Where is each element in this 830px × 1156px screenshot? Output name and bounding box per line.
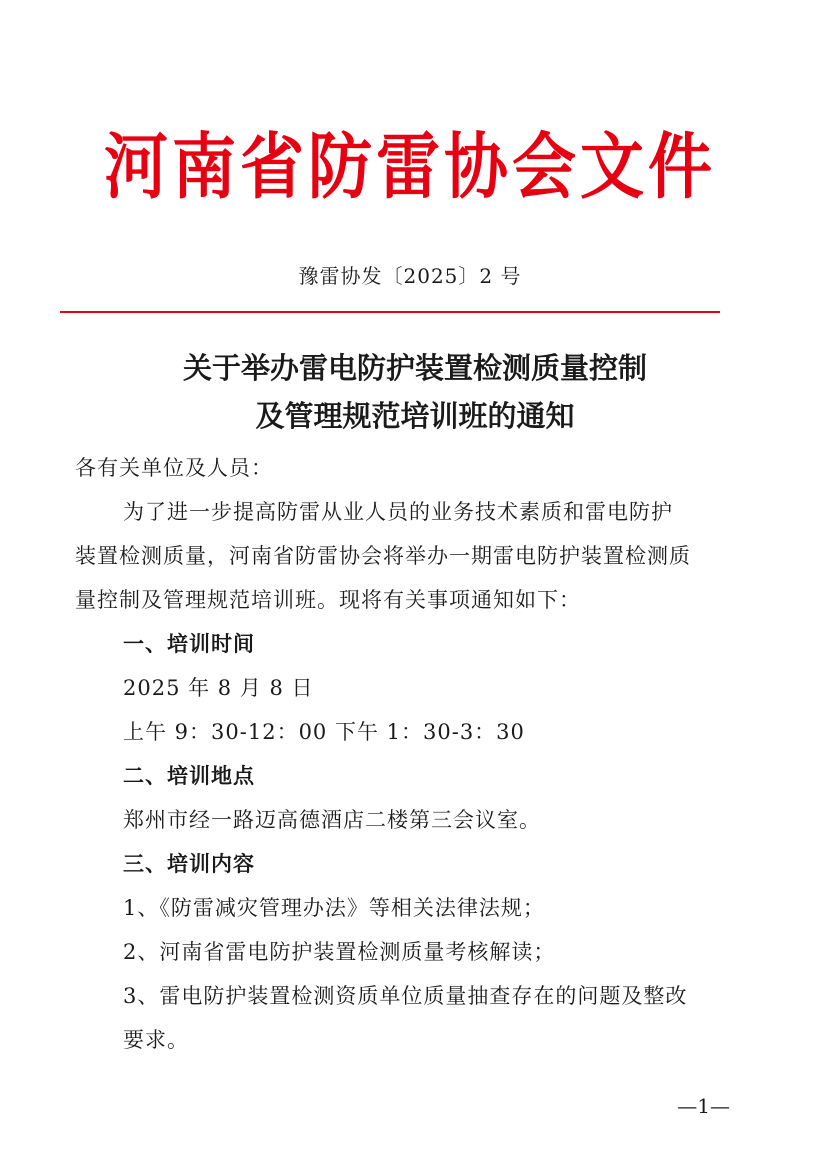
- training-hours: 上午 9：30-12：00 下午 1：30-3：30: [123, 720, 525, 744]
- content-item-2: 2、河南省雷电防护装置检测质量考核解读；: [123, 940, 556, 964]
- organization-header-title: 河南省防雷协会文件: [104, 126, 716, 210]
- page-number: —1—: [677, 1094, 730, 1118]
- red-divider-line: [60, 311, 720, 313]
- notice-title-line-2: 及管理规范培训班的通知: [255, 399, 575, 433]
- intro-paragraph-line-1: 为了进一步提高防雷从业人员的业务技术素质和雷电防护: [123, 500, 673, 524]
- content-item-1: 1、《防雷减灾管理办法》等相关法律法规；: [123, 896, 545, 920]
- salutation: 各有关单位及人员：: [75, 456, 273, 480]
- notice-title-line-1: 关于举办雷电防护装置检测质量控制: [182, 351, 647, 385]
- intro-paragraph-line-3: 量控制及管理规范培训班。现将有关事项通知如下：: [75, 588, 581, 612]
- content-item-3-line-1: 3、雷电防护装置检测资质单位质量抽查存在的问题及整改: [123, 984, 688, 1008]
- section-heading-training-location: 二、培训地点: [123, 764, 255, 788]
- section-heading-training-time: 一、培训时间: [123, 632, 255, 656]
- document-number: 豫雷协发〔2025〕2 号: [298, 264, 522, 288]
- training-date: 2025 年 8 月 8 日: [123, 676, 314, 700]
- intro-paragraph-line-2: 装置检测质量，河南省防雷协会将举办一期雷电防护装置检测质: [75, 544, 691, 568]
- section-heading-training-content: 三、培训内容: [123, 852, 255, 876]
- training-location: 郑州市经一路迈高德酒店二楼第三会议室。: [123, 808, 541, 832]
- content-item-3-line-2: 要求。: [123, 1028, 189, 1052]
